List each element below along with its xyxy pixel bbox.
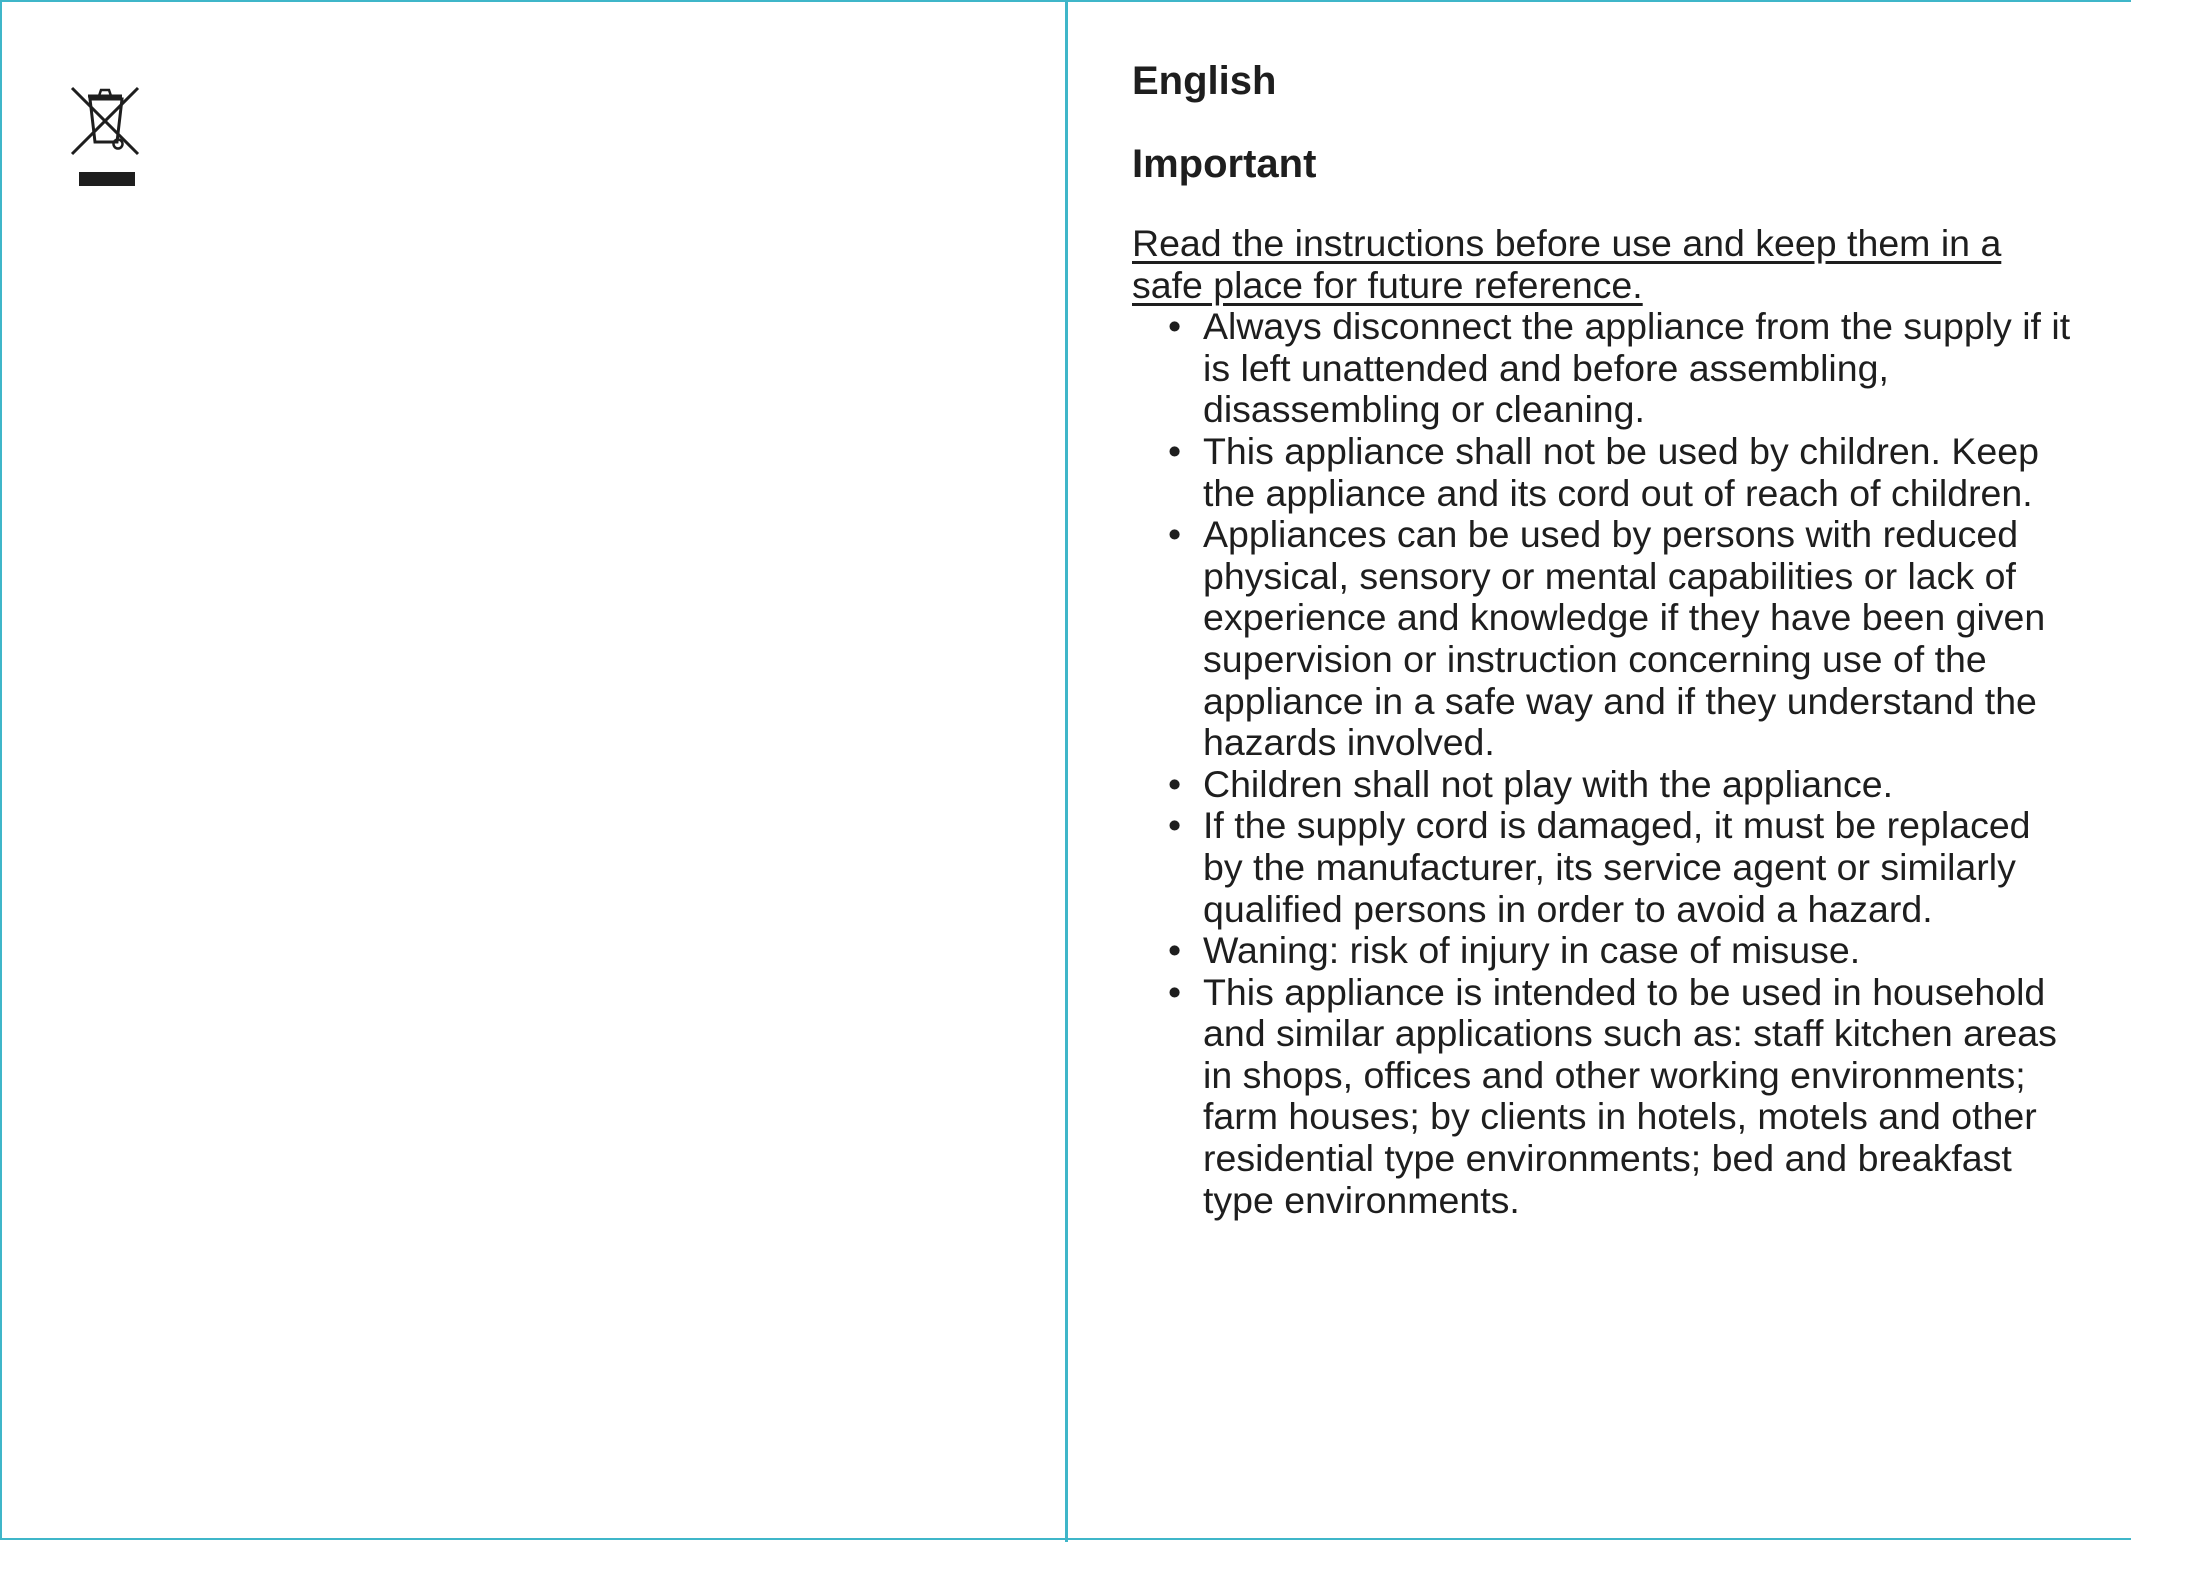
right-page-content: [1132, 57, 2072, 1221]
bullet-text: This appliance shall not be used by children. Keep the appliance and its cord out of reach of children.: [1203, 429, 2039, 514]
bullet-text: Waning: risk of injury in case of misuse.: [1203, 929, 1861, 972]
important-heading: Important: [1132, 142, 1317, 186]
bullet-item: [1132, 764, 2072, 806]
bullet-text: This appliance is intended to be used in household and similar applications such as: staff kitchen areas in shops, offices and other working environments; farm houses; by clients in hotels, motels and other residential type environments; bed and breakfast type environments.: [1203, 970, 2057, 1221]
bullet-item: [1132, 930, 2072, 972]
bullet-item: [1132, 972, 2072, 1222]
bullet-marker: •: [1168, 429, 1182, 472]
bullet-marker: •: [1168, 929, 1182, 972]
bullet-item: [1132, 306, 2072, 431]
bullet-item: [1132, 431, 2072, 514]
language-heading: English: [1132, 59, 1277, 103]
bullet-text: Always disconnect the appliance from the supply if it is left unattended and before assembling, disassembling or cleaning.: [1203, 305, 2071, 431]
bullet-marker: •: [1168, 305, 1182, 348]
bullet-item: [1132, 805, 2072, 930]
crossed-out-wheeled-bin-icon: [68, 82, 144, 188]
bullet-text: If the supply cord is damaged, it must be replaced by the manufacturer, its service agent or similarly qualified persons in order to avoid a hazard.: [1203, 804, 2031, 930]
bullet-marker: •: [1168, 804, 1182, 847]
page-divider: [1065, 2, 1068, 1542]
bullet-item: [1132, 514, 2072, 764]
bullet-marker: •: [1168, 762, 1182, 805]
safety-bullet-list: [1132, 306, 2072, 1221]
bullet-text: Children shall not play with the appliance.: [1203, 762, 1893, 805]
bullet-marker: •: [1168, 513, 1182, 556]
intro-notice: Read the instructions before use and keep them in a safe place for future reference.: [1132, 222, 2002, 306]
bullet-text: Appliances can be used by persons with reduced physical, sensory or mental capabilities or lack of experience and knowledge if they have been given supervision or instruction concerning use of the appliance in a safe way and if they understand the hazards involved.: [1203, 513, 2046, 764]
bullet-marker: •: [1168, 970, 1182, 1013]
